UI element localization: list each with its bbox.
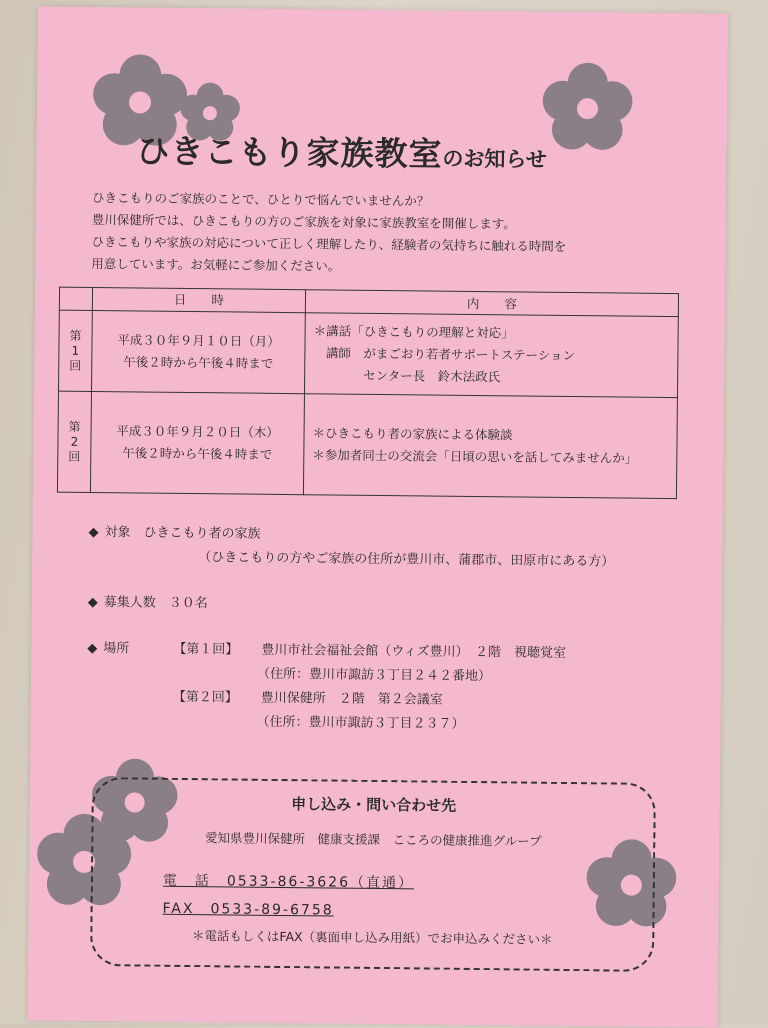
place-label: 場所 xyxy=(103,641,130,657)
place-second-tag: 【第２回】 xyxy=(172,689,238,706)
target-label: 対象 ひきこもり者の家族 xyxy=(104,525,261,542)
diamond-bullet: ◆ xyxy=(87,594,98,611)
page-title xyxy=(136,125,656,177)
header-date: 日 時 xyxy=(92,287,305,312)
flyer-paper xyxy=(27,6,728,1027)
header-content: 内 容 xyxy=(305,290,678,317)
place-first-tag: 【第１回】 xyxy=(173,641,239,658)
capacity-label: 募集人数 ３０名 xyxy=(103,595,208,612)
session-number: 第 2 回 xyxy=(57,391,91,492)
session-date: 平成３０年９月２０日（木） 午後２時から午後４時まで xyxy=(90,391,304,494)
target-section xyxy=(88,521,614,575)
intro-line: 用意しています。お気軽にご参加ください。 xyxy=(91,255,341,274)
contact-box xyxy=(90,777,656,972)
intro-line: 豊川保健所では、ひきこもりの方のご家族を対象に家族教室を開催します。 xyxy=(91,211,516,232)
session-content: ＊ひきこもり者の家族による体験談 ＊参加者同士の交流会「日頃の思いを話してみませんか」 xyxy=(303,394,677,499)
header-num xyxy=(59,287,92,310)
contact-note: ＊電話もしくはFAX（裏面申し込み用紙）でお申込みください＊ xyxy=(191,928,553,947)
place-second-addr: （住所：豊川市諏訪３丁目２３７） xyxy=(256,714,465,732)
intro-text xyxy=(91,187,692,281)
target-detail: （ひきこもりの方やご家族の住所が豊川市、蒲郡市、田原市にある方） xyxy=(198,550,615,570)
contact-org: 愛知県豊川保健所 健康支援課 こころの健康推進グループ xyxy=(204,830,542,849)
schedule-table xyxy=(57,287,679,499)
title-main: ひきこもり家族教室 xyxy=(136,131,443,174)
contact-fax: FAX 0533-89-6758 xyxy=(162,900,334,919)
diamond-bullet: ◆ xyxy=(87,640,98,657)
place-section xyxy=(86,637,566,738)
intro-line: ひきこもりや家族の対応について正しく理解したり、経験者の気持ちに触れる時間を xyxy=(91,233,567,254)
table-row xyxy=(57,391,677,498)
title-suffix: のお知らせ xyxy=(442,146,547,172)
session-date: 平成３０年９月１０日（月） 午後２時から午後４時まで xyxy=(91,310,305,393)
contact-phone: 電 話 0533-86-3626（直通） xyxy=(162,872,415,892)
diamond-bullet: ◆ xyxy=(88,524,99,541)
session-number: 第 1 回 xyxy=(58,310,92,391)
contact-title: 申し込み・問い合わせ先 xyxy=(291,795,457,815)
session-content: ＊講話「ひきこもりの理解と対応」 講師 がまごおり若者サポートステーション センター長 鈴木法政氏 xyxy=(304,313,678,398)
place-first-name: 豊川市社会福祉会館（ウィズ豊川） ２階 視聴覚室 xyxy=(261,642,567,661)
table-row xyxy=(58,310,678,397)
intro-line: ひきこもりのご家族のことで、ひとりで悩んでいませんか？ xyxy=(91,189,430,209)
place-first-addr: （住所：豊川市諏訪３丁目２４２番地） xyxy=(256,666,492,685)
place-second-name: 豊川保健所 ２階 第２会議室 xyxy=(260,690,443,708)
capacity-section xyxy=(88,591,208,616)
